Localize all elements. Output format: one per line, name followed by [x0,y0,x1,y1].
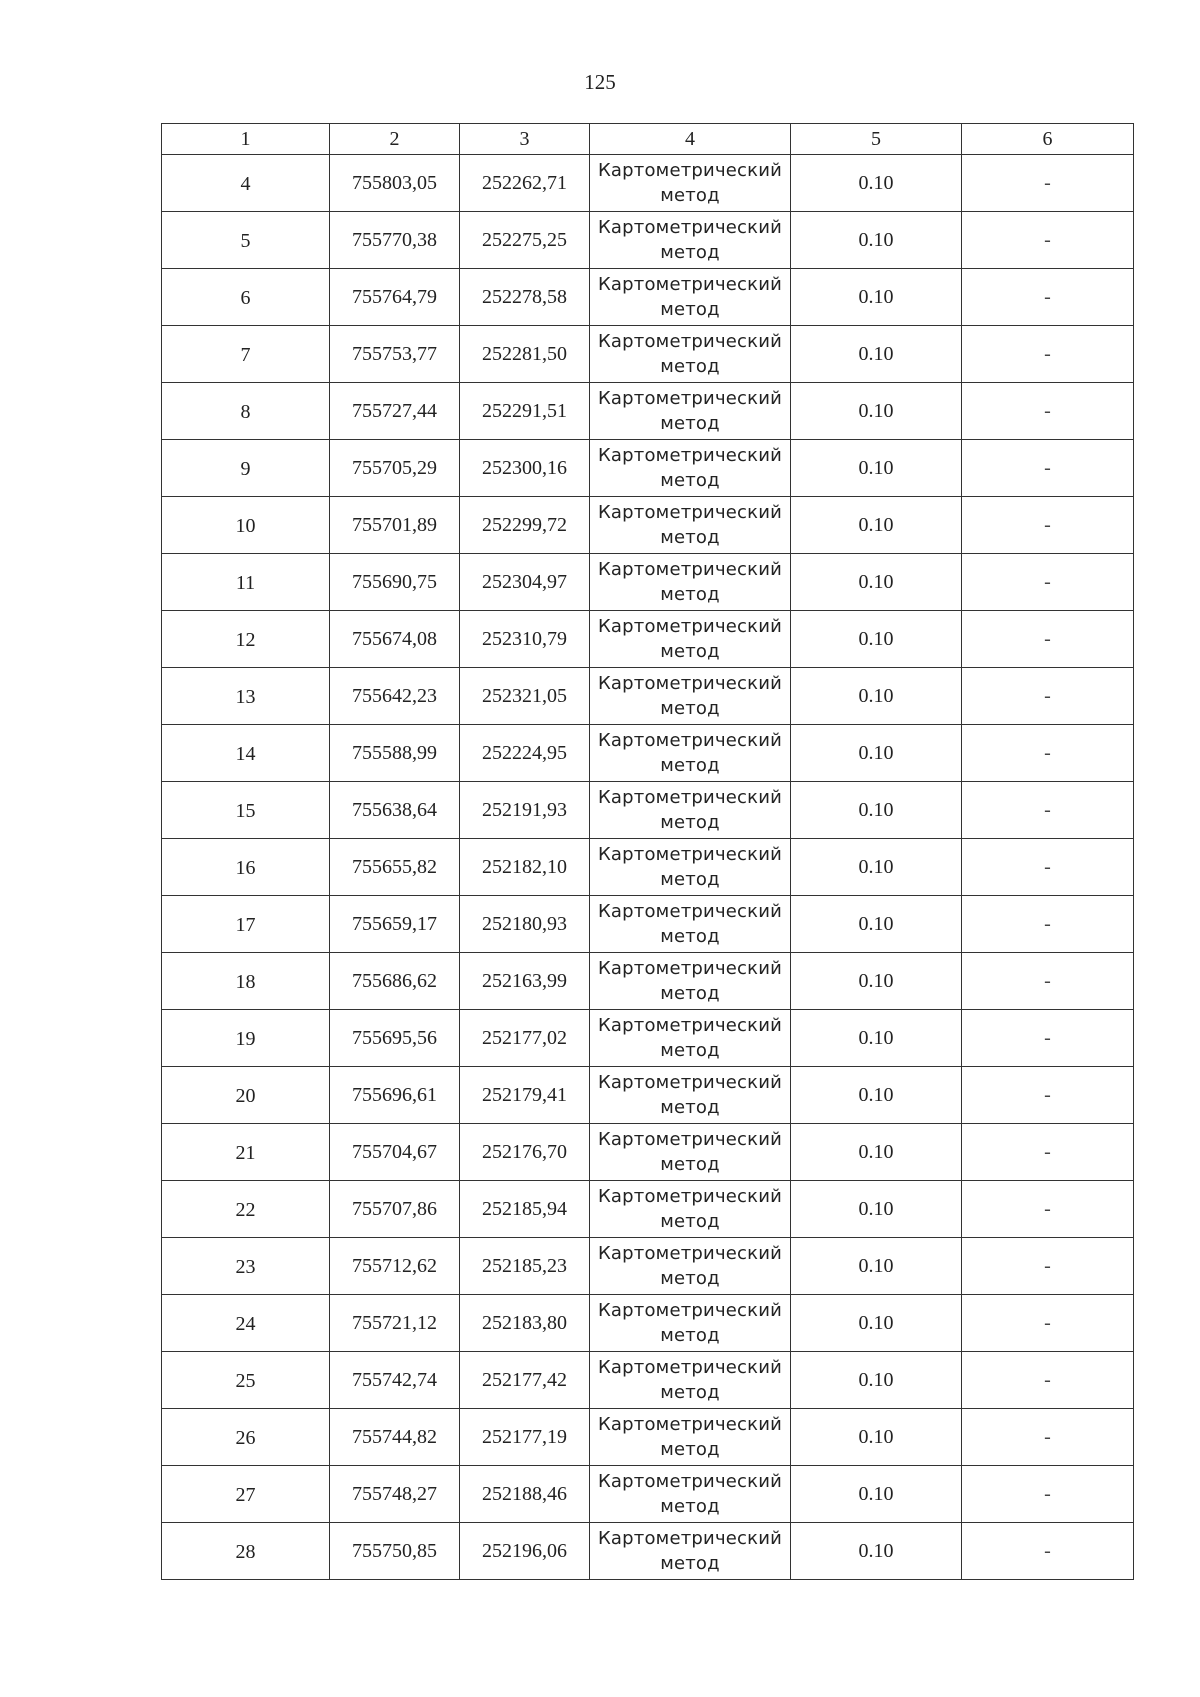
y-coordinate-cell: 252291,51 [460,383,590,440]
table-row [162,668,1134,725]
column-header-5: 5 [791,124,962,155]
x-coordinate-cell: 755750,85 [330,1523,460,1580]
table-row [162,953,1134,1010]
point-number-cell: 21 [162,1124,330,1181]
x-coordinate-cell: 755753,77 [330,326,460,383]
table-row [162,383,1134,440]
note-cell: - [962,1238,1134,1295]
note-cell: - [962,611,1134,668]
column-header-3: 3 [460,124,590,155]
note-cell: - [962,497,1134,554]
table-row [162,554,1134,611]
table-row [162,1295,1134,1352]
y-coordinate-cell: 252179,41 [460,1067,590,1124]
note-cell: - [962,839,1134,896]
x-coordinate-cell: 755770,38 [330,212,460,269]
method-line-2: метод [660,470,720,491]
method-cell [590,839,791,896]
method-line-1: Картометрический [597,559,783,580]
note-cell: - [962,155,1134,212]
x-coordinate-cell: 755659,17 [330,896,460,953]
x-coordinate-cell: 755705,29 [330,440,460,497]
method-line-1: Картометрический [597,388,783,409]
method-cell [590,155,791,212]
table-header-row [162,124,1134,155]
method-line-1: Картометрический [597,160,783,181]
x-coordinate-cell: 755803,05 [330,155,460,212]
y-coordinate-cell: 252163,99 [460,953,590,1010]
x-coordinate-cell: 755748,27 [330,1466,460,1523]
method-line-1: Картометрический [597,1528,783,1549]
x-coordinate-cell: 755655,82 [330,839,460,896]
accuracy-cell: 0.10 [791,155,962,212]
note-cell: - [962,1067,1134,1124]
method-cell [590,1010,791,1067]
accuracy-cell: 0.10 [791,953,962,1010]
point-number-cell: 24 [162,1295,330,1352]
point-number-cell: 5 [162,212,330,269]
table-row [162,1181,1134,1238]
method-line-1: Картометрический [597,1015,783,1036]
y-coordinate-cell: 252304,97 [460,554,590,611]
accuracy-cell: 0.10 [791,1181,962,1238]
accuracy-cell: 0.10 [791,1352,962,1409]
note-cell: - [962,1523,1134,1580]
x-coordinate-cell: 755712,62 [330,1238,460,1295]
method-line-1: Картометрический [597,787,783,808]
accuracy-cell: 0.10 [791,269,962,326]
x-coordinate-cell: 755721,12 [330,1295,460,1352]
y-coordinate-cell: 252300,16 [460,440,590,497]
method-line-2: метод [660,299,720,320]
point-number-cell: 27 [162,1466,330,1523]
note-cell: - [962,440,1134,497]
x-coordinate-cell: 755695,56 [330,1010,460,1067]
method-cell [590,1124,791,1181]
accuracy-cell: 0.10 [791,839,962,896]
method-line-2: метод [660,1553,720,1574]
table-row [162,1352,1134,1409]
accuracy-cell: 0.10 [791,782,962,839]
x-coordinate-cell: 755588,99 [330,725,460,782]
point-number-cell: 22 [162,1181,330,1238]
method-line-1: Картометрический [597,1357,783,1378]
method-line-2: метод [660,1097,720,1118]
y-coordinate-cell: 252176,70 [460,1124,590,1181]
point-number-cell: 20 [162,1067,330,1124]
x-coordinate-cell: 755686,62 [330,953,460,1010]
method-cell [590,440,791,497]
point-number-cell: 23 [162,1238,330,1295]
y-coordinate-cell: 252281,50 [460,326,590,383]
method-line-1: Картометрический [597,1243,783,1264]
table-row [162,269,1134,326]
method-line-2: метод [660,1040,720,1061]
method-line-2: метод [660,185,720,206]
method-line-1: Картометрический [597,1300,783,1321]
coordinates-table [161,123,1134,1580]
table-row [162,1067,1134,1124]
table-row [162,839,1134,896]
note-cell: - [962,896,1134,953]
accuracy-cell: 0.10 [791,440,962,497]
method-line-2: метод [660,413,720,434]
accuracy-cell: 0.10 [791,725,962,782]
method-line-2: метод [660,926,720,947]
method-line-2: метод [660,812,720,833]
y-coordinate-cell: 252224,95 [460,725,590,782]
y-coordinate-cell: 252191,93 [460,782,590,839]
method-line-1: Картометрический [597,1471,783,1492]
method-cell [590,1238,791,1295]
method-line-1: Картометрический [597,673,783,694]
method-line-2: метод [660,1325,720,1346]
method-line-2: метод [660,983,720,1004]
method-cell [590,383,791,440]
method-cell [590,1181,791,1238]
y-coordinate-cell: 252196,06 [460,1523,590,1580]
table-row [162,1124,1134,1181]
point-number-cell: 15 [162,782,330,839]
method-line-1: Картометрический [597,958,783,979]
table-row [162,326,1134,383]
column-header-4: 4 [590,124,791,155]
accuracy-cell: 0.10 [791,212,962,269]
method-cell [590,1067,791,1124]
y-coordinate-cell: 252310,79 [460,611,590,668]
y-coordinate-cell: 252177,42 [460,1352,590,1409]
x-coordinate-cell: 755742,74 [330,1352,460,1409]
method-line-1: Картометрический [597,331,783,352]
column-header-1: 1 [162,124,330,155]
method-line-1: Картометрический [597,502,783,523]
y-coordinate-cell: 252262,71 [460,155,590,212]
table-row [162,1409,1134,1466]
method-cell [590,1523,791,1580]
accuracy-cell: 0.10 [791,1238,962,1295]
method-cell [590,554,791,611]
note-cell: - [962,269,1134,326]
method-cell [590,269,791,326]
accuracy-cell: 0.10 [791,1295,962,1352]
x-coordinate-cell: 755638,64 [330,782,460,839]
method-line-2: метод [660,1211,720,1232]
method-cell [590,1409,791,1466]
method-line-2: метод [660,1439,720,1460]
method-cell [590,1295,791,1352]
table-row [162,1238,1134,1295]
method-line-1: Картометрический [597,217,783,238]
accuracy-cell: 0.10 [791,1010,962,1067]
method-line-2: метод [660,1154,720,1175]
point-number-cell: 26 [162,1409,330,1466]
method-line-2: метод [660,242,720,263]
accuracy-cell: 0.10 [791,668,962,725]
y-coordinate-cell: 252321,05 [460,668,590,725]
method-cell [590,668,791,725]
y-coordinate-cell: 252185,94 [460,1181,590,1238]
note-cell: - [962,1124,1134,1181]
y-coordinate-cell: 252275,25 [460,212,590,269]
point-number-cell: 19 [162,1010,330,1067]
method-line-1: Картометрический [597,1414,783,1435]
note-cell: - [962,782,1134,839]
point-number-cell: 12 [162,611,330,668]
note-cell: - [962,1352,1134,1409]
method-line-1: Картометрический [597,445,783,466]
x-coordinate-cell: 755764,79 [330,269,460,326]
accuracy-cell: 0.10 [791,497,962,554]
point-number-cell: 16 [162,839,330,896]
point-number-cell: 6 [162,269,330,326]
method-line-1: Картометрический [597,1129,783,1150]
note-cell: - [962,1181,1134,1238]
method-cell [590,611,791,668]
method-cell [590,896,791,953]
method-line-1: Картометрический [597,274,783,295]
method-cell [590,782,791,839]
table-body [162,124,1134,1580]
y-coordinate-cell: 252177,19 [460,1409,590,1466]
accuracy-cell: 0.10 [791,611,962,668]
table-row [162,497,1134,554]
page-number: 125 [584,70,616,94]
method-line-1: Картометрический [597,1072,783,1093]
note-cell: - [962,668,1134,725]
method-cell [590,1352,791,1409]
accuracy-cell: 0.10 [791,383,962,440]
x-coordinate-cell: 755744,82 [330,1409,460,1466]
method-line-2: метод [660,356,720,377]
method-line-2: метод [660,584,720,605]
point-number-cell: 9 [162,440,330,497]
x-coordinate-cell: 755696,61 [330,1067,460,1124]
table-row [162,1466,1134,1523]
table-row [162,155,1134,212]
note-cell: - [962,953,1134,1010]
column-header-6: 6 [962,124,1134,155]
method-line-2: метод [660,527,720,548]
method-line-2: метод [660,755,720,776]
x-coordinate-cell: 755707,86 [330,1181,460,1238]
accuracy-cell: 0.10 [791,326,962,383]
point-number-cell: 14 [162,725,330,782]
point-number-cell: 8 [162,383,330,440]
note-cell: - [962,326,1134,383]
note-cell: - [962,212,1134,269]
y-coordinate-cell: 252182,10 [460,839,590,896]
table-row [162,440,1134,497]
x-coordinate-cell: 755704,67 [330,1124,460,1181]
y-coordinate-cell: 252188,46 [460,1466,590,1523]
point-number-cell: 25 [162,1352,330,1409]
y-coordinate-cell: 252278,58 [460,269,590,326]
method-line-1: Картометрический [597,730,783,751]
method-line-2: метод [660,641,720,662]
method-cell [590,326,791,383]
point-number-cell: 28 [162,1523,330,1580]
point-number-cell: 10 [162,497,330,554]
point-number-cell: 4 [162,155,330,212]
method-line-1: Картометрический [597,1186,783,1207]
accuracy-cell: 0.10 [791,1466,962,1523]
x-coordinate-cell: 755674,08 [330,611,460,668]
y-coordinate-cell: 252185,23 [460,1238,590,1295]
note-cell: - [962,383,1134,440]
point-number-cell: 18 [162,953,330,1010]
table-row [162,1523,1134,1580]
accuracy-cell: 0.10 [791,896,962,953]
accuracy-cell: 0.10 [791,1523,962,1580]
method-line-1: Картометрический [597,616,783,637]
method-cell [590,1466,791,1523]
method-line-1: Картометрический [597,901,783,922]
accuracy-cell: 0.10 [791,554,962,611]
y-coordinate-cell: 252183,80 [460,1295,590,1352]
note-cell: - [962,1466,1134,1523]
note-cell: - [962,1295,1134,1352]
table-row [162,896,1134,953]
method-line-1: Картометрический [597,844,783,865]
method-cell [590,497,791,554]
note-cell: - [962,1010,1134,1067]
method-line-2: метод [660,869,720,890]
table-row [162,611,1134,668]
method-line-2: метод [660,698,720,719]
y-coordinate-cell: 252299,72 [460,497,590,554]
note-cell: - [962,554,1134,611]
method-cell [590,212,791,269]
method-cell [590,953,791,1010]
x-coordinate-cell: 755701,89 [330,497,460,554]
y-coordinate-cell: 252177,02 [460,1010,590,1067]
table-row [162,212,1134,269]
point-number-cell: 7 [162,326,330,383]
method-line-2: метод [660,1268,720,1289]
y-coordinate-cell: 252180,93 [460,896,590,953]
method-cell [590,725,791,782]
column-header-2: 2 [330,124,460,155]
point-number-cell: 11 [162,554,330,611]
x-coordinate-cell: 755727,44 [330,383,460,440]
accuracy-cell: 0.10 [791,1409,962,1466]
table-row [162,1010,1134,1067]
accuracy-cell: 0.10 [791,1124,962,1181]
note-cell: - [962,725,1134,782]
x-coordinate-cell: 755642,23 [330,668,460,725]
x-coordinate-cell: 755690,75 [330,554,460,611]
table-row [162,725,1134,782]
method-line-2: метод [660,1382,720,1403]
method-line-2: метод [660,1496,720,1517]
point-number-cell: 17 [162,896,330,953]
table-row [162,782,1134,839]
point-number-cell: 13 [162,668,330,725]
note-cell: - [962,1409,1134,1466]
accuracy-cell: 0.10 [791,1067,962,1124]
